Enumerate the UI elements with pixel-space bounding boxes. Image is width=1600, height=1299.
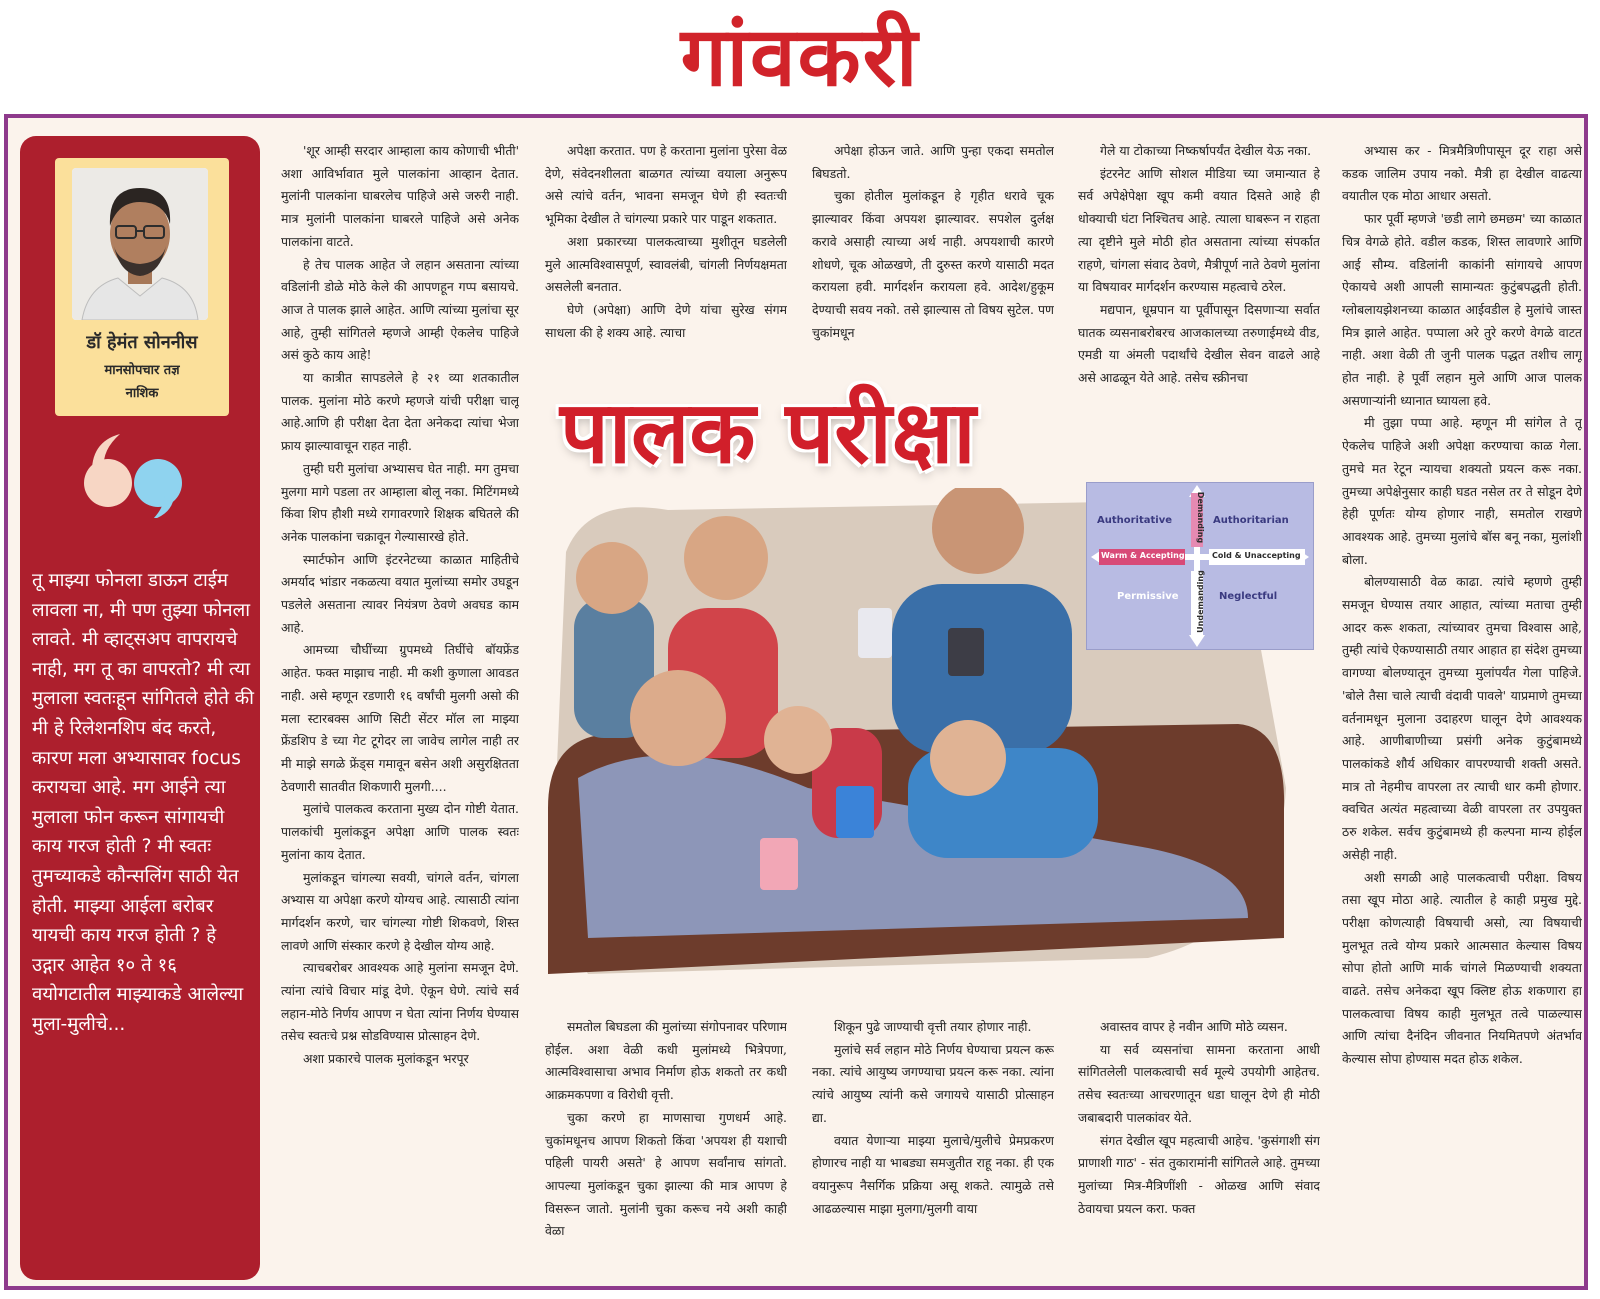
paragraph: संगत देखील खूप महत्वाची आहेच. 'कुसंगाशी संग प्राणाशी गाठ' - संत तुकारामांनी सांगितले आहे. तुमच्या मुलांच्या मित्र-मैत्रिणींशी - ओळख आणि संवाद ठेवायचा प्रयत्न करा. फक्त bbox=[1078, 1132, 1320, 1216]
paragraph: या सर्व व्यसनांचा सामना करताना आधी सांगितलेली पालकत्वाची सर्व मूल्ये उपयोगी आहेतच. तसेच स्वतःच्या आचरणातून धडा घालून देणे ही मोठी जबाबदारी पालकांवर येते. bbox=[1078, 1041, 1320, 1125]
paragraph: या कात्रीत सापडलेले हे २१ व्या शतकातील पालक. मुलांना मोठे करणे म्हणजे यांची परीक्षा चालू आहे.आणि ही परीक्षा देता देता अनेकदा त्यांचा भेजा फ्राय झाल्यावाचून राहत नाही. bbox=[281, 370, 519, 454]
axis-demanding: Demanding bbox=[1196, 491, 1206, 544]
paragraph: हे तेच पालक आहेत जे लहान असताना त्यांच्या वडिलांनी डोळे मोठे केले की आपणहून गप्प बसायचे. आज ते पालक झाले आहेत. आणि त्यांच्या मुलांचा सूर आहे, तुम्ही सांगितले म्हणजे आम्ही ऐकलेच पाहिजे असं कुठे काय आहे! bbox=[281, 256, 519, 363]
axis-cold-unaccepting: Cold & Unaccepting bbox=[1212, 551, 1301, 560]
article-column-3-top bbox=[812, 140, 1054, 366]
quadrant-authoritarian: Authoritarian bbox=[1213, 515, 1289, 526]
article-column-2-bottom bbox=[545, 1016, 787, 1276]
article-column-1 bbox=[281, 140, 519, 1276]
paragraph: अशी सगळी आहे पालकत्वाची परीक्षा. विषय तसा खूप मोठा आहे. त्यातील हे काही प्रमुख मुद्दे. परीक्षा कोणत्याही विषयाची असो, त्या विषयाची मुलभूत तत्वे योग्य प्रकारे आत्मसात केल्यास विषय सोपा होतो आणि मार्क चांगले मिळण्याची शक्यता वाढते. तसेच अनेकदा खूप क्लिष्ट होऊ शकणारा हा पालकत्वाचा विषय काही मुलभूत तत्वे पाळल्यास आणि त्यांचा दैनंदिन जीवनात नियमितपणे अंतर्भाव केल्यास सोपा होण्यास मदत होऊ शकेल. bbox=[1342, 869, 1582, 1067]
paragraph: अपेक्षा करतात. पण हे करताना मुलांना पुरेसा वेळ देणे, संवेदनशीलता बाळगत त्यांच्या वयाला अनुरूप असे त्यांचे वर्तन, भावना समजून घेणे ही स्वतःची भूमिका देखील ते चांगल्या प्रकारे पार पाडून शकतात. bbox=[545, 143, 787, 227]
axis-warm-accepting: Warm & Accepting bbox=[1101, 551, 1185, 560]
article-column-4-bottom bbox=[1078, 1016, 1320, 1276]
article-column-4-top bbox=[1078, 140, 1320, 476]
quadrant-neglectful: Neglectful bbox=[1219, 591, 1278, 602]
paragraph: चुका होतील मुलांकडून हे गृहीत धरावे चूक झाल्यावर किंवा अपयश झाल्यावर. सपशेल दुर्लक्ष करावे असाही त्याच्या अर्थ नाही. अपयशाची कारणे शोधणे, चूक ओळखणे, ती दुरुस्त करणे यासाठी मदत करायला हवी. मार्गदर्शन करायला हवे. आदेश/हुकूम देण्याची सवय नको. तसे झाल्यास तो विषय सुटेल. पण चुकांमधून bbox=[812, 188, 1054, 340]
headline: पालक परीक्षा bbox=[560, 383, 976, 483]
axis-undemanding: Undemanding bbox=[1195, 570, 1205, 633]
paragraph: तुम्ही घरी मुलांचा अभ्यासच घेत नाही. मग तुमचा मुलगा मागे पडला तर आम्हाला बोलू नका. मिटिंगमध्ये किंवा शिप हौशी मध्ये रागावरणारे शिक्षक बघितले की अनेक पालकांना चक्रावून गेल्यासारखे होते. bbox=[281, 460, 519, 544]
author-role: मानसोपचार तज्ञ bbox=[104, 363, 180, 378]
article-column-2-top bbox=[545, 140, 787, 366]
paragraph: फार पूर्वी म्हणजे 'छडी लागे छमछम' च्या काळात चित्र वेगळे होते. वडील कडक, शिस्त लावणारे आणि आई सौम्य. वडिलांनी काकांनी सांगायचे आपण ऐकायचे अशी आपली सामान्यतः कुटुंबपद्धती होती. ग्लोबलायझेशनच्या काळात आईवडील हे मुलांचे जास्त मित्र झाले आहेत. पप्पाला अरे तुरे करणे वेगळे वाटत नाही. अशा वेळी ती जुनी पालक पद्धत तशीच लागू होत नाही. हे पूर्वी लहान मुले आणि आज पालक असणाऱ्यांनी ध्यानात घ्यायला हवे. bbox=[1342, 211, 1582, 408]
author-name: डॉ हेमंत सोननीस bbox=[86, 332, 198, 353]
paragraph: 'शूर आम्ही सरदार आम्हाला काय कोणाची भीती' अशा आविर्भावात मुले पालकांना आव्हान देतात. मुलांनी पालकांना घाबरलेच पाहिजे असे जरुरी नाही. मात्र मुलांनी पालकांना घाबरले पाहिजे असे अनेक पालकांना वाटते. bbox=[281, 143, 519, 249]
paragraph: त्याचबरोबर आवश्यक आहे मुलांना समजून देणे. त्यांना त्यांचे विचार मांडू देणे. ऐकून घेणे. त्यांचे सर्व लहान-मोठे निर्णय आपण न घेता त्यांना निर्णय घेण्यास तसेच स्वतःचे प्रश्न सोडविण्यास प्रोत्साहन देणे. bbox=[281, 960, 519, 1044]
article-column-5 bbox=[1342, 140, 1582, 1276]
paragraph: घेणे (अपेक्षा) आणि देणे यांचा सुरेख संगम साधला की हे शक्य आहे. त्याचा bbox=[545, 301, 787, 340]
paragraph: मुलांचे पालकत्व करताना मुख्य दोन गोष्टी येतात. पालकांची मुलांकडून अपेक्षा आणि पालक स्वतः मुलांना काय देतात. bbox=[281, 801, 519, 862]
paragraph: गेले या टोकाच्या निष्कर्षापर्यंत देखील येऊ नका. bbox=[1100, 143, 1312, 158]
author-city: नाशिक bbox=[125, 386, 159, 401]
paragraph: अवास्तव वापर हे नवीन आणि मोठे व्यसन. bbox=[1100, 1019, 1288, 1034]
paragraph: अभ्यास कर - मित्रमैत्रिणीपासून दूर राहा असे कडक जालिम उपाय नको. मैत्री हा देखील वाढत्या वयातील एक मोठा आधार असतो. bbox=[1342, 143, 1582, 204]
paragraph: इंटरनेट आणि सोशल मीडिया च्या जमान्यात हे सर्व अपेक्षेपेक्षा खूप कमी वयात दिसते आहे ही धोक्याची घंटा निश्चितच आहे. त्याला घाबरून न राहता त्या दृष्टीने मुले मोठी होत असताना त्यांच्या संपर्कात राहणे, चांगला संवाद ठेवणे, मैत्रीपूर्ण नाते ठेवणे मुलांना या विषयावर मार्गदर्शन करण्यास महत्वाचे ठरेल. bbox=[1078, 165, 1320, 295]
paragraph: मुलांचे सर्व लहान मोठे निर्णय घेण्याचा प्रयत्न करू नका. त्यांचे आयुष्य जगण्याचा प्रयत्न करू नका. त्यांना त्यांचे आयुष्य त्यांनी कसे जगायचे यासाठी प्रोत्साहन द्या. bbox=[812, 1041, 1054, 1125]
quote-icon bbox=[78, 428, 188, 518]
article-column-3-bottom bbox=[812, 1016, 1054, 1276]
paragraph: मी तुझा पप्पा आहे. म्हणून मी सांगेल ते तू ऐकलेच पाहिजे अशी अपेक्षा करण्याचा काळ गेला. तुमचे मत रेटून न्यायचा शक्यतो प्रयत्न करू नका. तुमच्या अपेक्षेनुसार काही घडत नसेल तर ते सोडून देणे हेही पूर्णतः योग्य होणार नाही, समतोल राखणे आवश्यक आहे. तुमच्या मुलांचे बॉस बनू नका, मुलांशी बोला. bbox=[1342, 415, 1582, 567]
paragraph: मुलांकडून चांगल्या सवयी, चांगले वर्तन, चांगला अभ्यास या अपेक्षा करणे योग्यच आहे. त्यासाठी त्यांना मार्गदर्शन करणे, चार चांगल्या गोष्टी शिकवणे, शिस्त लावणे आणि संस्कार करणे हे देखील योग्य आहे. bbox=[281, 869, 519, 953]
parenting-styles-diagram bbox=[1086, 482, 1314, 650]
paragraph: मद्यपान, धूम्रपान या पूर्वीपासून दिसणाऱ्या सर्वात घातक व्यसनाबरोबरच आजकालच्या तरुणाईमध्ये वीड, एमडी या अंमली पदार्थांचे देखील सेवन वाढले आहे असे आढळून येते आहे. तसेच स्क्रीनचा bbox=[1078, 301, 1320, 386]
pull-quote: तू माझ्या फोनला डाऊन टाईम लावला ना, मी पण तुझ्या फोनला लावते. मी व्हाट्सअप वापरायचे नाही, मग तू का वापरतो? मी त्या मुलाला स्वतःहून सांगितले होते की मी हे रिलेशनशिप बंद करते, कारण मला अभ्यासावर focus करायचा आहे. मग आईने त्या मुलाला फोन करून सांगायची काय गरज होती ? मी स्वतः तुमच्याकडे कौन्सलिंग साठी येत होती. माझ्या आईला बरोबर यायची काय गरज होती ? हे उद्गार आहेत १० ते १६ वयोगटातील माझ्याकडे आलेल्या मुला-मुलीचे... bbox=[32, 570, 254, 1035]
paragraph: अशा प्रकारच्या पालकत्वाच्या मुशीतून घडलेली मुले आत्मविश्वासपूर्ण, स्वावलंबी, चांगली निर्णयक्षमता असलेली बनतात. bbox=[545, 233, 787, 295]
paragraph: अपेक्षा होऊन जाते. आणि पुन्हा एकदा समतोल बिघडतो. bbox=[812, 143, 1054, 181]
author-photo bbox=[72, 168, 208, 320]
masthead-title: गांवकरी bbox=[680, 10, 920, 105]
quadrant-authoritative: Authoritative bbox=[1097, 515, 1173, 526]
paragraph: समतोल बिघडला की मुलांच्या संगोपनावर परिणाम होईल. अशा वेळी कधी मुलांमध्ये भित्रेपणा, आत्मविश्वासाचा अभाव निर्माण होऊ शकतो तर कधी आक्रमकपणा व विरोधी वृत्ती. bbox=[545, 1019, 787, 1103]
masthead bbox=[0, 0, 1600, 112]
paragraph: वयात येणाऱ्या माझ्या मुलाचे/मुलीचे प्रेमप्रकरण होणारच नाही या भाबड्या समजुतीत राहू नका. ही एक वयानुरूप नैसर्गिक प्रक्रिया असू शकते. त्यामुळे तसे आढळल्यास माझा मुलगा/मुलगी वाया bbox=[812, 1132, 1054, 1216]
paragraph: स्मार्टफोन आणि इंटरनेटच्या काळात माहितीचे अमर्याद भांडार नकळत्या वयात मुलांच्या समोर उघडून पडलेले असताना त्यावर नियंत्रण ठेवणे अवघड काम आहे. bbox=[281, 551, 519, 635]
quadrant-permissive: Permissive bbox=[1117, 591, 1179, 602]
paragraph: अशा प्रकारचे पालक मुलांकडून भरपूर bbox=[303, 1051, 469, 1067]
paragraph: बोलण्यासाठी वेळ काढा. त्यांचे म्हणणे तुम्ही समजून घेण्यास तयार आहात, त्यांच्या मताचा तुम्ही आदर करू शकता, त्यांच्यावर तुमचा विश्वास आहे, तुम्ही त्यांचे ऐकण्यासाठी तयार आहात हा संदेश तुमच्या वागण्या बोलण्यातून तुमच्या मुलांपर्यंत गेला पाहिजे. 'बोले तैसा चाले त्याची वंदावी पावले' याप्रमाणे तुमच्या वर्तनामधून मुलाना उदाहरण घालून देणे आवश्यक आहे. आणीबाणीच्या प्रसंगी अनेक कुटुंबामध्ये पालकांकडे शौर्य अधिकार वापरण्याची शक्ती असते. मात्र तो नेहमीच वापरला तर त्याची धार कमी होणार. क्वचित अत्यंत महत्वाच्या वेळी वापरला तर उपयुक्त ठरु शकेल. सर्वच कुटुंबामध्ये ही कल्पना मान्य होईल असेही नाही. bbox=[1342, 574, 1582, 862]
paragraph: शिकून पुढे जाण्याची वृत्ती तयार होणार नाही. bbox=[834, 1019, 1032, 1034]
paragraph: चुका करणे हा माणसाचा गुणधर्म आहे. चुकांमधूनच आपण शिकतो किंवा 'अपयश ही यशाची पहिली पायरी असते' हे आपण सर्वांनाच सांगतो. आपल्या मुलांकडून चुका झाल्या की मात्र आपण हे विसरून जातो. मुलांनी चुका करूच नये अशी काही वेळा bbox=[545, 1109, 787, 1239]
paragraph: आमच्या चौघींच्या ग्रुपमध्ये तिघींचे बॉयफ्रेंड आहेत. फक्त माझाच नाही. मी कशी कुणाला आवडत नाही. असे म्हणून रडणारी १६ वर्षांची मुलगी असो की मला स्टारबक्स आणि सिटी सेंटर मॉल ला माझ्या फ्रेंडशिप डे च्या गेट टूगेदर ला जावेच लागेल नाही तर मी माझे सगळे फ्रेंड्स गमावून बसेन अशी असुरक्षितता ठेवणारी सातवीत शिकणारी मुलगी.... bbox=[281, 642, 519, 794]
